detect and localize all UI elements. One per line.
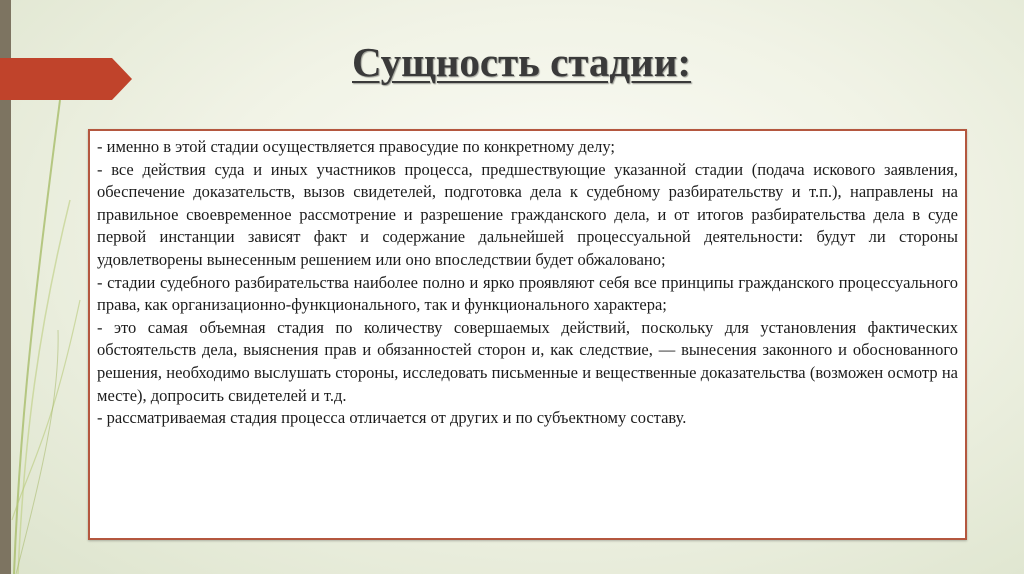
slide-title: Сущность стадии: bbox=[352, 39, 692, 85]
bullet-paragraph: - стадии судебного разбирательства наиболее полно и ярко проявляют себя все принципы гражданского процессуального права, как организационно-функционального, так и функционального характера; bbox=[97, 272, 958, 315]
bullet-paragraph: - все действия суда и иных участников процесса, предшествующие указанной стадии (подача искового заявления, обеспечение доказательств, вызов свидетелей, подготовка дела к судебному разбирательству и т.п.), направлены на правильное своевременное рассмотрение и разрешение гражданского дела, и от итогов разбирательства дела в суде первой инстанции зависят факт и содержание дальнейшей процессуальной деятельности: будут ли стороны удовлетворены вынесенным решением или оно впоследствии будет обжаловано; bbox=[97, 159, 958, 269]
bullet-paragraph: - именно в этой стадии осуществляется правосудие по конкретному делу; bbox=[97, 137, 615, 156]
bullet-paragraph: - рассматриваемая стадия процесса отличается от других и по субъектному составу. bbox=[97, 408, 687, 428]
content-box bbox=[88, 129, 967, 540]
bullet-paragraph: - это самая объемная стадия по количеству совершаемых действий, поскольку для установления фактических обстоятельств дела, выяснения прав и обязанностей сторон и, как следствие, — вынесения законного и обоснованного решения, необходимо выслушать стороны, исследовать письменные и вещественные доказательства (возможен осмотр на месте), допросить свидетелей и т.д. bbox=[97, 317, 958, 405]
accent-arrow-shape bbox=[0, 58, 132, 100]
